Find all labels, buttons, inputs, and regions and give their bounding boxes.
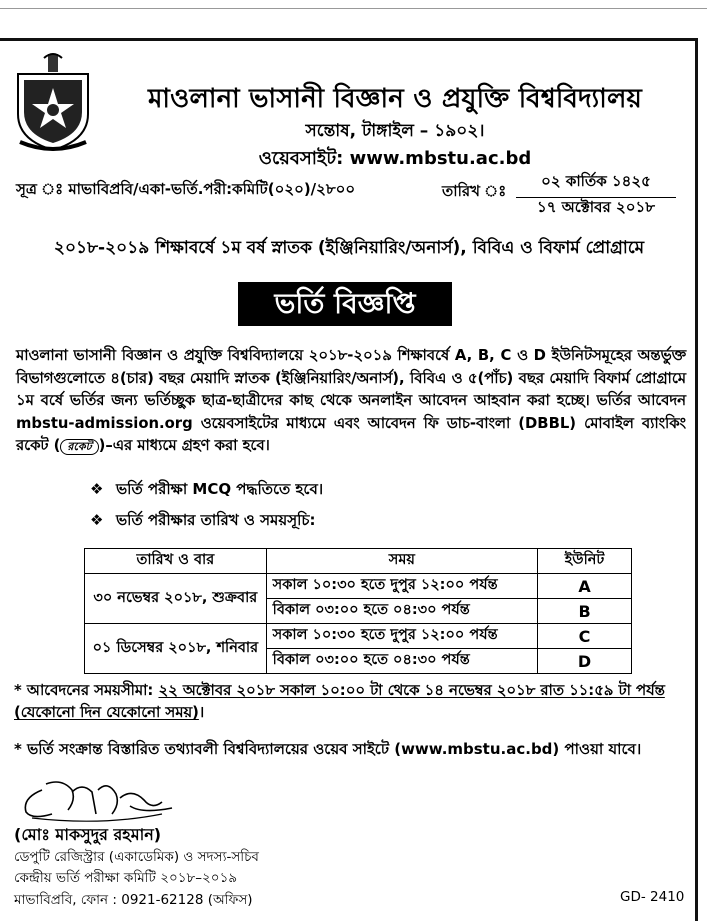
university-logo (8, 52, 98, 152)
memo-reference: সূত্র ঃ মাভাবিপ্রবি/একা-ভর্তি.পরী:কমিটি(০২০)/২৮০০ (16, 180, 356, 198)
date-english: ১৭ অক্টোবর ২০১৮ (537, 198, 655, 216)
signatory-name: (মোঃ মাকসুদুর রহমান) (14, 825, 162, 844)
cell-date: ০১ ডিসেম্বর ২০১৮, শনিবার (85, 624, 267, 674)
deadline-text: ২২ অক্টোবর ২০১৮ সকাল ১০:০০ টা থেকে ১৪ নভেম্বর ২০১৮ রাত ১১:৫৯ টা পর্যন্ত (যেকোনো দিন যেকোনো সময়) (14, 682, 665, 721)
cell-unit: A (538, 574, 632, 599)
header-time: সময় (266, 549, 537, 574)
body-text-part2: )–এর মাধ্যমে গ্রহণ করা হবে। (98, 437, 270, 454)
info-note: * ভর্তি সংক্রান্ত বিস্তারিত তথ্যাবলী বিশ্ববিদ্যালয়ের ওয়েব সাইটে (www.mbstu.ac.bd) পাওয়া যাবে। (14, 740, 642, 758)
bullet-text: ভর্তি পরীক্ষা MCQ পদ্ধতিতে হবে। (116, 480, 324, 498)
cell-time: বিকাল ০৩:০০ হতে ০৪:৩০ পর্যন্ত (266, 649, 537, 674)
bullet-item (90, 478, 323, 503)
cell-time: সকাল ১০:৩০ হতে দুপুর ১২:০০ পর্যন্ত (266, 624, 537, 649)
deadline-suffix: । (198, 704, 205, 721)
frame-top-border (0, 38, 698, 41)
bullet-icon: ❖ (90, 511, 104, 529)
cell-time: সকাল ১০:৩০ হতে দুপুর ১২:০০ পর্যন্ত (266, 574, 537, 599)
bullet-text: ভর্তি পরীক্ষার তারিখ ও সময়সূচি: (116, 511, 316, 529)
top-strip (0, 0, 707, 9)
bullet-icon: ❖ (90, 480, 104, 498)
signatory-designation: ডেপুটি রেজিস্ট্রার (একাডেমিক) ও সদস্য-সচিব (14, 849, 259, 865)
university-address: সন্তোষ, টাঙ্গাইল – ১৯০২। (305, 121, 485, 141)
table-row (85, 624, 632, 649)
exam-schedule-table (84, 548, 632, 674)
gd-code: GD- 2410 (620, 889, 685, 905)
cell-unit: D (538, 649, 632, 674)
table-row (85, 574, 632, 599)
notice-body (16, 345, 686, 458)
university-website: ওয়েবসাইট: www.mbstu.ac.bd (258, 148, 532, 169)
notice-subtitle: ২০১৮-২০১৯ শিক্ষাবর্ষে ১ম বর্ষ স্নাতক (ইঞ্জিনিয়ারিং/অনার্স), বিবিএ ও বিফার্ম প্রোগ্রামে (53, 238, 645, 258)
rocket-logo: রকেট (60, 439, 98, 455)
header-unit: ইউনিট (538, 549, 632, 574)
cell-unit: B (538, 599, 632, 624)
table-header-row (85, 549, 632, 574)
signature-image (12, 770, 182, 825)
signatory-committee: কেন্দ্রীয় ভর্তি পরীক্ষা কমিটি ২০১৮–২০১৯ (14, 870, 238, 886)
signatory-phone: মাভাবিপ্রবি, ফোন : 0921-62128 (অফিস) (14, 892, 253, 908)
frame-right-border (695, 38, 698, 921)
university-name: মাওলানা ভাসানী বিজ্ঞান ও প্রযুক্তি বিশ্ববিদ্যালয় (147, 84, 643, 114)
bullet-item (90, 509, 316, 534)
date-label: তারিখ ঃ (442, 182, 507, 200)
cell-date: ৩০ নভেম্বর ২০১৮, শুক্রবার (85, 574, 267, 624)
header-date: তারিখ ও বার (85, 549, 267, 574)
notice-heading: ভর্তি বিজ্ঞপ্তি (238, 282, 452, 326)
deadline-prefix: * আবেদনের সময়সীমা: (14, 682, 159, 699)
date-bangla: ০২ কার্তিক ১৪২৫ (516, 170, 676, 198)
body-text-part1: মাওলানা ভাসানী বিজ্ঞান ও প্রযুক্তি বিশ্ববিদ্যালয়ে ২০১৮-২০১৯ শিক্ষাবর্ষে A, B, C ও D ইউনিটসমূহের অন্তর্ভুক্ত বিভাগগুলোতে ৪(চার) বছর মেয়াদি স্নাতক (ইঞ্জিনিয়ারিং/অনার্স), বিবিএ ও ৫(পাঁচ) বছর মেয়াদি বিফার্ম প্রোগ্রামে ১ম বর্ষে ভর্তির জন্য ভর্তিচ্ছুক ছাত্র-ছাত্রীদের কাছ থেকে অনলাইন আবেদন আহবান করা হচ্ছে। ভর্তির আবেদন mbstu-admission.org ওয়েবসাইটের মাধ্যমে এবং আবেদন ফি ডাচ-বাংলা (DBBL) মোবাইল ব্যাংকিং রকেট ( (16, 347, 686, 454)
cell-unit: C (538, 624, 632, 649)
cell-time: বিকাল ০৩:০০ হতে ০৪:৩০ পর্যন্ত (266, 599, 537, 624)
deadline-note (14, 680, 690, 724)
